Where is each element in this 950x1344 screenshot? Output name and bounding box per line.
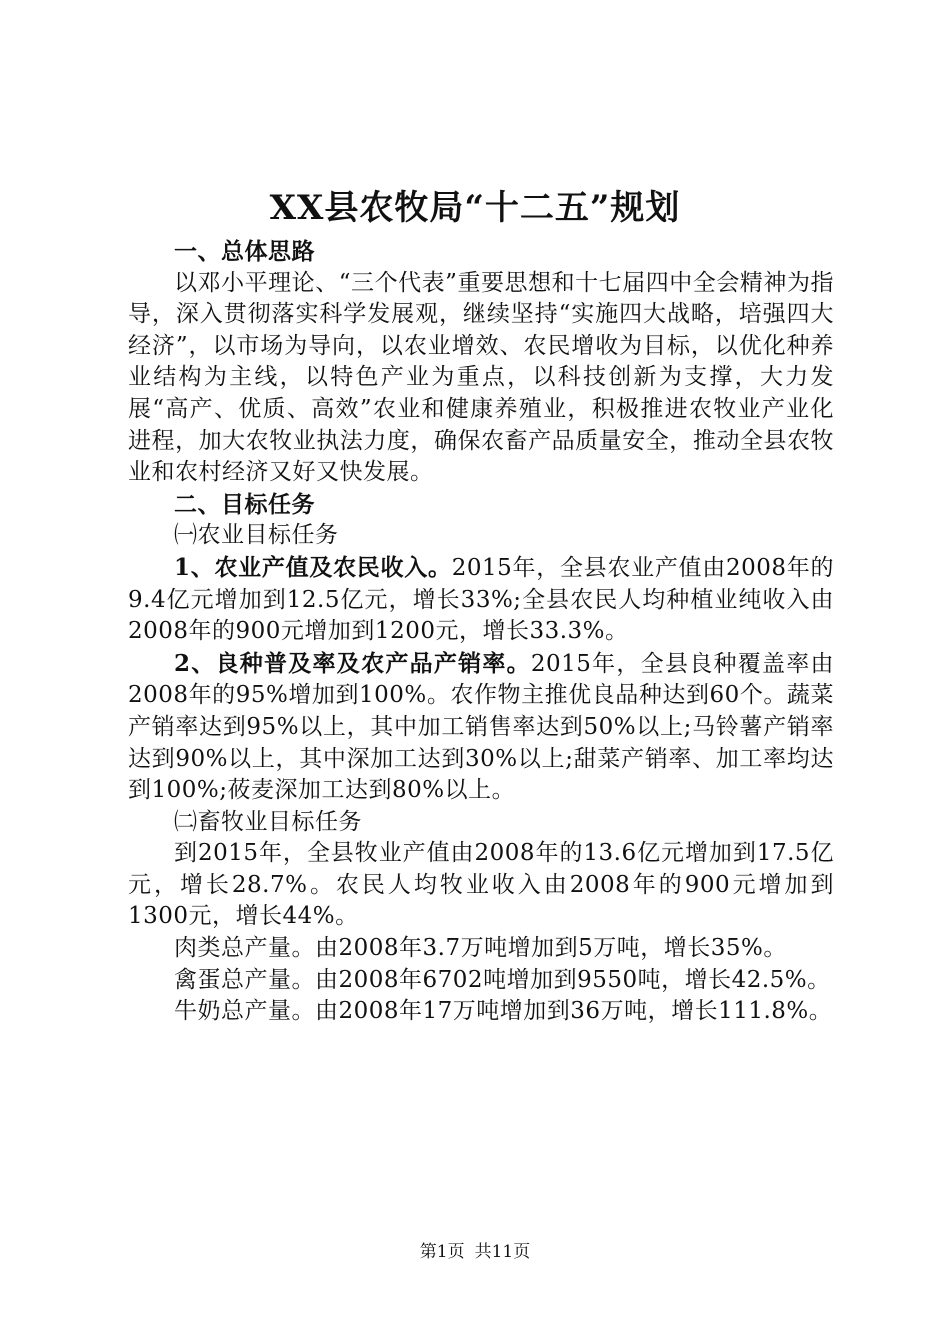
item2-paragraph <box>128 648 834 807</box>
livestock-paragraph: 到2015年，全县牧业产值由2008年的13.6亿元增加到17.5亿元，增长28.7%。农民人均牧业收入由2008年的900元增加到1300元，增长44%。 <box>128 840 834 930</box>
milk-paragraph: 牛奶总产量。由2008年17万吨增加到36万吨，增长111.8%。 <box>174 998 833 1025</box>
section1-paragraph: 以邓小平理论、“三个代表”重要思想和十七届四中全会精神为指导，深入贯彻落实科学发展观，继续坚持“实施四大战略，培强四大经济”，以市场为导向，以农业增效、农民增收为目标，以优化种养业结构为主线，以特色产业为重点，以科技创新为支撑，大力发展“高产、优质、高效”农业和健康养殖业，积极推进农牧业产业化进程，加大农牧业执法力度，确保农畜产品质量安全，推动全县农牧业和农村经济又好又快发展。 <box>128 269 834 486</box>
section1-heading: 一、总体思路 <box>174 238 315 265</box>
item1-lead: 1、农业产值及农民收入。 <box>174 553 452 581</box>
page-footer <box>0 1240 950 1264</box>
item1-paragraph <box>128 552 834 648</box>
page-total: 共11页 <box>474 1242 531 1262</box>
item1-text: 2015年，全县农业产值由2008年的9.4亿元增加到12.5亿元，增长33%;全县农民人均种植业纯收入由2008年的900元增加到1200元，增长33.3%。 <box>128 554 834 645</box>
page-number: 第1页 <box>419 1242 465 1262</box>
sub2-heading: ㈡畜牧业目标任务 <box>174 808 362 835</box>
section2-heading: 二、目标任务 <box>174 490 315 518</box>
document-body <box>128 236 834 1028</box>
egg-paragraph: 禽蛋总产量。由2008年6702吨增加到9550吨，增长42.5%。 <box>174 966 831 993</box>
sub1-heading: ㈠农业目标任务 <box>174 522 339 549</box>
meat-paragraph: 肉类总产量。由2008年3.7万吨增加到5万吨，增长35%。 <box>174 935 787 962</box>
document-title: XX县农牧局“十二五”规划 <box>269 188 681 228</box>
item2-lead: 2、良种普及率及农产品产销率。 <box>174 649 531 677</box>
item2-text: 2015年，全县良种覆盖率由2008年的95%增加到100%。农作物主推优良品种达到60个。蔬菜产销率达到95%以上，其中加工销售率达到50%以上;马铃薯产销率达到90%以上，其中深加工达到30%以上;甜菜产销率、加工率均达到100%;莜麦深加工达到80%以上。 <box>128 650 834 804</box>
